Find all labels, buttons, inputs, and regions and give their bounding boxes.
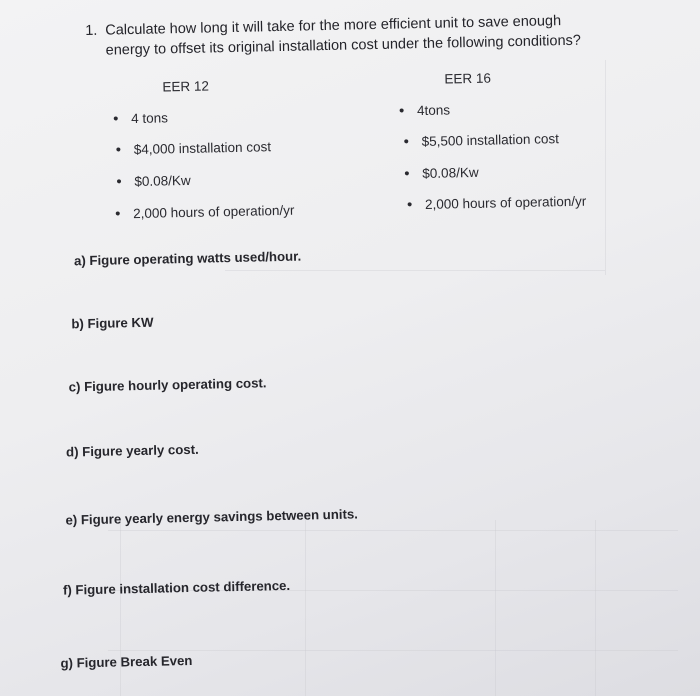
- unit-heading-eer-12: EER 12: [162, 78, 210, 95]
- part-g: g) Figure Break Even: [60, 652, 193, 671]
- part-e: e) Figure yearly energy savings between units.: [65, 506, 359, 528]
- eer-16-bullet: • $5,500 installation cost: [403, 131, 560, 151]
- part-a: a) Figure operating watts used/hour.: [73, 248, 302, 269]
- eer-16-bullet: • 2,000 hours of operation/yr: [406, 193, 587, 214]
- eer-12-bullet: • 4 tons: [112, 110, 169, 128]
- eer-16-bullet: • 4tons: [398, 102, 451, 120]
- part-c: c) Figure hourly operating cost.: [68, 375, 267, 395]
- eer-12-bullet: • 2,000 hours of operation/yr: [114, 202, 295, 223]
- eer-12-bullet: • $0.08/Kw: [116, 172, 191, 191]
- bullet-dot: •: [112, 110, 119, 128]
- bullet-dot: •: [116, 173, 122, 191]
- bullet-dot: •: [115, 141, 122, 159]
- part-b: b) Figure KW: [71, 314, 154, 332]
- part-f: f) Figure installation cost difference.: [62, 577, 291, 598]
- eer-16-bullet: • $0.08/Kw: [404, 164, 479, 183]
- unit-heading-eer-16: EER 16: [444, 70, 492, 87]
- eer-12-bullet: • $4,000 installation cost: [115, 139, 272, 159]
- bullet-dot: •: [403, 133, 410, 151]
- question-number: 1.: [85, 22, 98, 40]
- bullet-dot: •: [114, 205, 121, 223]
- question-text: Calculate how long it will take for the more efficient unit to save enough energy to offset its original installation cost under the following conditions?: [105, 13, 582, 59]
- bullet-dot: •: [404, 165, 410, 183]
- bullet-dot: •: [398, 102, 405, 120]
- bullet-dot: •: [406, 196, 413, 214]
- question-1: [85, 11, 586, 61]
- part-d: d) Figure yearly cost.: [65, 441, 199, 460]
